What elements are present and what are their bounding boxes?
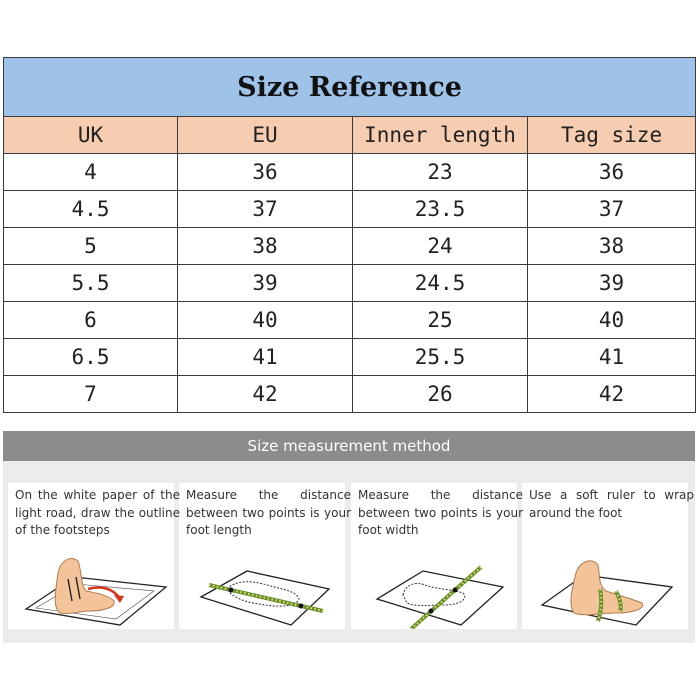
cell-eu: 42 — [178, 376, 353, 413]
foot-width-ruler-illustration-icon — [351, 549, 517, 629]
cell-eu: 38 — [178, 228, 353, 265]
step-text: On the white paper of the light road, draw the outline of the footsteps — [15, 488, 180, 537]
cell-uk: 4 — [4, 154, 178, 191]
method-step-wrap — [522, 483, 694, 629]
cell-eu: 36 — [178, 154, 353, 191]
cell-inner-length: 23.5 — [353, 191, 528, 228]
measurement-method-panel — [3, 431, 695, 643]
cell-tag-size: 41 — [528, 339, 696, 376]
cell-tag-size: 38 — [528, 228, 696, 265]
method-step-length — [179, 483, 351, 629]
method-step-width — [351, 483, 523, 629]
step-text: Use a soft ruler to wrap around the foot — [529, 488, 694, 520]
cell-inner-length: 25.5 — [353, 339, 528, 376]
size-reference-table — [3, 57, 696, 413]
table-row — [4, 265, 696, 302]
column-header-tag-size: Tag size — [528, 117, 696, 154]
table-title: Size Reference — [4, 58, 696, 117]
soft-ruler-wrap-illustration-icon — [522, 549, 688, 629]
cell-inner-length: 24 — [353, 228, 528, 265]
table-row — [4, 191, 696, 228]
cell-uk: 4.5 — [4, 191, 178, 228]
cell-inner-length: 24.5 — [353, 265, 528, 302]
cell-inner-length: 26 — [353, 376, 528, 413]
cell-uk: 6 — [4, 302, 178, 339]
column-header-eu: EU — [178, 117, 353, 154]
cell-eu: 41 — [178, 339, 353, 376]
column-header-inner-length: Inner length — [353, 117, 528, 154]
cell-uk: 7 — [4, 376, 178, 413]
cell-eu: 39 — [178, 265, 353, 302]
cell-tag-size: 40 — [528, 302, 696, 339]
method-title: Size measurement method — [3, 431, 695, 461]
cell-uk: 5.5 — [4, 265, 178, 302]
table-row — [4, 339, 696, 376]
table-row — [4, 376, 696, 413]
step-text: Measure the distance between two points is your foot width — [358, 488, 523, 537]
step-text: Measure the distance between two points is your foot length — [186, 488, 351, 537]
column-header-uk: UK — [4, 117, 178, 154]
cell-tag-size: 37 — [528, 191, 696, 228]
cell-tag-size: 42 — [528, 376, 696, 413]
cell-tag-size: 36 — [528, 154, 696, 191]
cell-inner-length: 25 — [353, 302, 528, 339]
cell-uk: 5 — [4, 228, 178, 265]
table-row — [4, 154, 696, 191]
cell-inner-length: 23 — [353, 154, 528, 191]
cell-eu: 37 — [178, 191, 353, 228]
table-row — [4, 302, 696, 339]
cell-eu: 40 — [178, 302, 353, 339]
cell-tag-size: 39 — [528, 265, 696, 302]
cell-uk: 6.5 — [4, 339, 178, 376]
foot-outline-illustration-icon — [8, 549, 174, 629]
table-row — [4, 228, 696, 265]
foot-length-ruler-illustration-icon — [179, 549, 345, 629]
method-step-outline — [8, 483, 180, 629]
